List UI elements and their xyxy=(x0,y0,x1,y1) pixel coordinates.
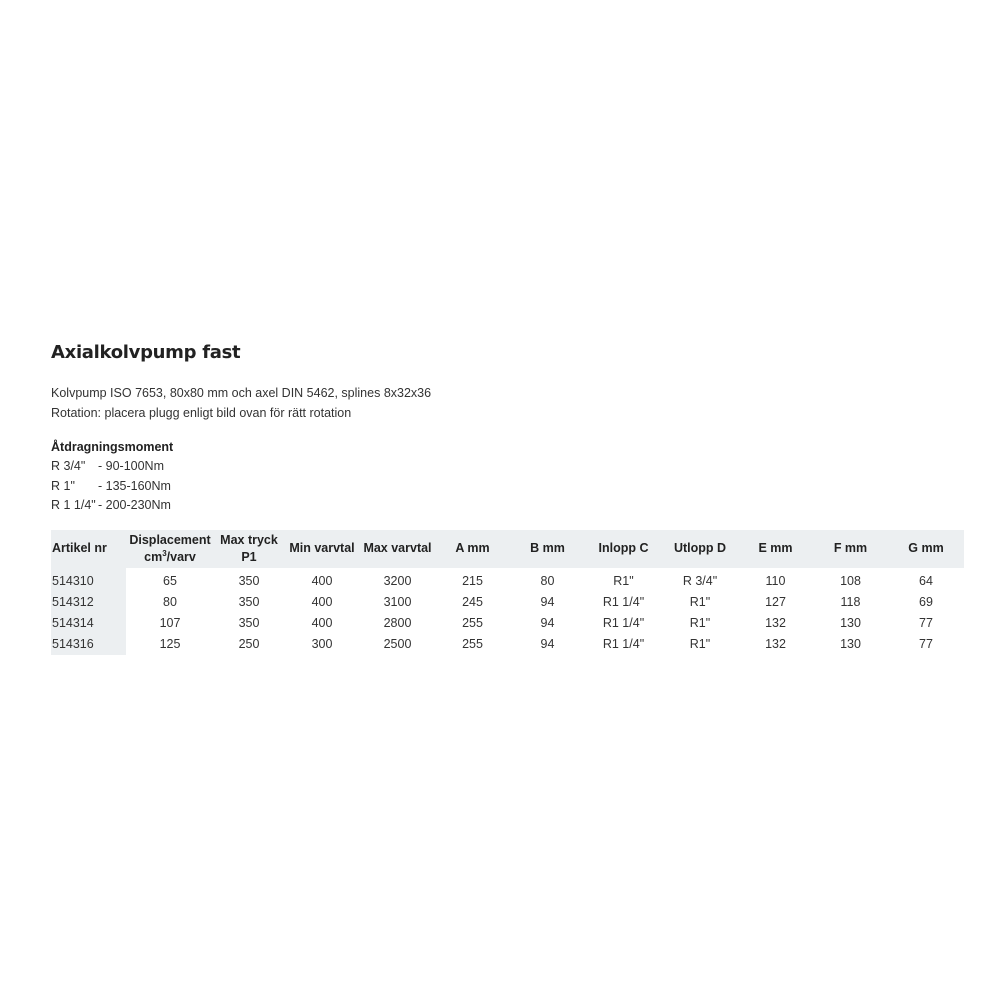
cell-g: 77 xyxy=(919,616,933,630)
product-document xyxy=(51,342,964,655)
header-f: F mm xyxy=(813,530,888,568)
cell-max-varvtal: 3100 xyxy=(383,595,412,609)
header-displacement-label: Displacement xyxy=(129,532,211,547)
cell-a: 255 xyxy=(462,637,483,651)
cell-displacement: 65 xyxy=(163,574,177,588)
cell-e: 132 xyxy=(765,637,786,651)
cell-inlopp: R1 1/4" xyxy=(602,637,645,651)
header-max-tryck-label: Max tryck xyxy=(220,532,278,547)
cell-min-varvtal: 400 xyxy=(311,616,333,630)
header-displacement xyxy=(126,530,214,568)
table-row xyxy=(51,613,964,634)
cell-displacement: 125 xyxy=(159,637,181,651)
cell-b: 94 xyxy=(540,595,555,609)
product-description xyxy=(51,383,964,423)
torque-value: - 200-230Nm xyxy=(98,498,171,512)
cell-b: 94 xyxy=(540,637,555,651)
torque-size: R 3/4" xyxy=(51,459,86,473)
header-e: E mm xyxy=(738,530,813,568)
cell-e: 127 xyxy=(765,595,786,609)
table-body xyxy=(51,568,964,655)
cell-g: 69 xyxy=(919,595,933,609)
page-title: Axialkolvpump fast xyxy=(51,342,241,363)
cell-artikel: 514316 xyxy=(51,634,126,655)
cell-max-tryck: 350 xyxy=(238,574,260,588)
cell-min-varvtal: 300 xyxy=(311,637,333,651)
cell-inlopp: R1 1/4" xyxy=(602,616,645,630)
header-min-varvtal: Min varvtal xyxy=(284,530,360,568)
torque-value: - 90-100Nm xyxy=(98,459,164,473)
cell-max-tryck: 350 xyxy=(238,616,260,630)
header-artikel: Artikel nr xyxy=(51,530,126,568)
cell-utlopp: R1" xyxy=(689,595,711,609)
cell-utlopp: R1" xyxy=(689,637,711,651)
header-max-tryck xyxy=(214,530,284,568)
cell-a: 245 xyxy=(462,595,483,609)
table-row xyxy=(51,568,964,592)
header-max-tryck-sub: P1 xyxy=(241,549,257,564)
torque-value: - 135-160Nm xyxy=(98,478,171,493)
cell-min-varvtal: 400 xyxy=(311,574,333,588)
torque-item xyxy=(51,496,964,516)
cell-max-tryck: 250 xyxy=(238,637,260,651)
torque-size: R 1" xyxy=(51,478,75,493)
header-g: G mm xyxy=(888,530,964,568)
cell-max-varvtal: 2800 xyxy=(383,616,412,630)
cell-utlopp: R1" xyxy=(689,616,711,630)
description-line: Kolvpump ISO 7653, 80x80 mm och axel DIN 5462, splines 8x32x36 xyxy=(51,386,432,400)
cell-f: 108 xyxy=(840,574,861,588)
cell-a: 215 xyxy=(462,574,483,588)
cell-g: 64 xyxy=(919,574,933,588)
cell-g: 77 xyxy=(919,637,933,651)
cell-f: 130 xyxy=(840,637,861,651)
cell-b: 94 xyxy=(540,616,555,630)
torque-item xyxy=(51,477,964,497)
header-max-varvtal: Max varvtal xyxy=(360,530,435,568)
cell-max-varvtal: 2500 xyxy=(383,637,412,651)
cell-e: 132 xyxy=(765,616,786,630)
table-header-row xyxy=(51,530,964,568)
header-utlopp: Utlopp D xyxy=(662,530,738,568)
torque-heading: Åtdragningsmoment xyxy=(51,440,174,454)
cell-min-varvtal: 400 xyxy=(311,595,333,609)
cell-a: 255 xyxy=(462,616,483,630)
cell-displacement: 107 xyxy=(159,616,181,630)
table-row xyxy=(51,634,964,655)
torque-item xyxy=(51,457,964,477)
description-line: Rotation: placera plugg enligt bild ovan för rätt rotation xyxy=(51,406,352,420)
header-a: A mm xyxy=(435,530,510,568)
cell-displacement: 80 xyxy=(163,595,177,609)
cell-artikel: 514310 xyxy=(51,568,126,592)
torque-list xyxy=(51,457,964,516)
torque-size: R 1 1/4" xyxy=(51,498,96,512)
cell-b: 80 xyxy=(540,574,555,588)
header-displacement-unit: $cm^3$/varv xyxy=(144,548,196,564)
cell-max-varvtal: 3200 xyxy=(383,574,412,588)
cell-e: 110 xyxy=(765,574,786,588)
cell-f: 118 xyxy=(840,595,861,609)
spec-table xyxy=(51,530,964,655)
header-b: B mm xyxy=(510,530,585,568)
cell-f: 130 xyxy=(840,616,861,630)
cell-max-tryck: 350 xyxy=(238,595,260,609)
table-row xyxy=(51,592,964,613)
cell-artikel: 514314 xyxy=(51,613,126,634)
cell-inlopp: R1 1/4" xyxy=(602,595,645,609)
header-inlopp: Inlopp C xyxy=(585,530,662,568)
cell-artikel: 514312 xyxy=(51,592,126,613)
cell-inlopp: R1" xyxy=(613,574,634,588)
cell-utlopp: R 3/4" xyxy=(682,574,718,588)
